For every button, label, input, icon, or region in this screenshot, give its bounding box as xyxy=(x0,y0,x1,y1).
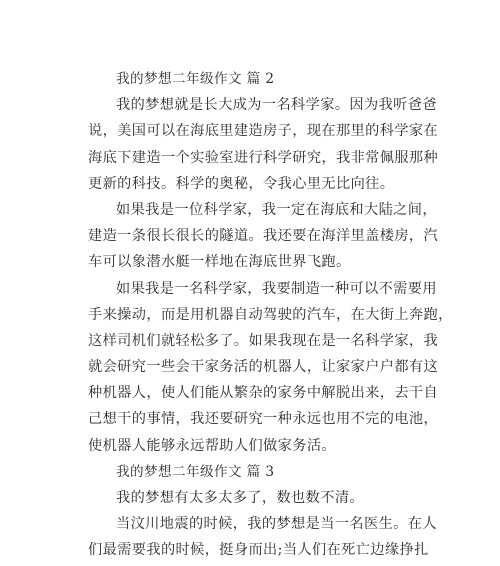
text-line: 车可以象潜水艇一样地在海底世界飞跑。 xyxy=(88,254,351,271)
text-line: 手来操动，而是用机器自动驾驶的汽车，在大街上奔跑， xyxy=(88,306,453,323)
text-line: 海底下建造一个实验室进行科学研究，我非常佩服那种 xyxy=(88,149,439,166)
text-line: 们最需要我的时候，挺身而出;当人们在死亡边缘挣扎 xyxy=(88,542,429,559)
text-line: 如果我是一位科学家，我一定在海底和大陆之间， xyxy=(116,201,437,218)
section-heading: 我的梦想二年级作文 篇 3 xyxy=(116,463,275,480)
text-line: 建造一条很长很长的隧道。我还要在海洋里盖楼房，汽 xyxy=(88,228,439,245)
text-line: 说，美国可以在海底里建造房子，现在那里的科学家在 xyxy=(88,123,439,140)
text-line: 当汶川地震的时候，我的梦想是当一名医生。在人 xyxy=(116,516,437,533)
text-line: 己想干的事情，我还要研究一种永远也用不完的电池， xyxy=(88,411,439,428)
text-line: 使机器人能够永远帮助人们做家务活。 xyxy=(88,437,336,454)
text-line: 我的梦想就是长大成为一名科学家。因为我听爸爸 xyxy=(116,97,437,114)
text-line: 我的梦想有太多太多了，数也数不清。 xyxy=(116,490,364,506)
text-line: 就会研究一些会干家务活的机器人，让家家户户都有这 xyxy=(88,359,439,376)
document-page xyxy=(88,66,453,564)
text-line: 更新的科技。科学的奥秘，令我心里无比向往。 xyxy=(88,175,395,192)
section-heading: 我的梦想二年级作文 篇 2 xyxy=(116,71,275,87)
text-line: 种机器人，使人们能从繁杂的家务中解脱出来，去干自 xyxy=(88,385,439,402)
text-line: 如果我是一名科学家，我要制造一种可以不需要用 xyxy=(116,280,437,297)
text-line: 这样司机们就轻松多了。如果我现在是一名科学家，我 xyxy=(88,332,439,349)
